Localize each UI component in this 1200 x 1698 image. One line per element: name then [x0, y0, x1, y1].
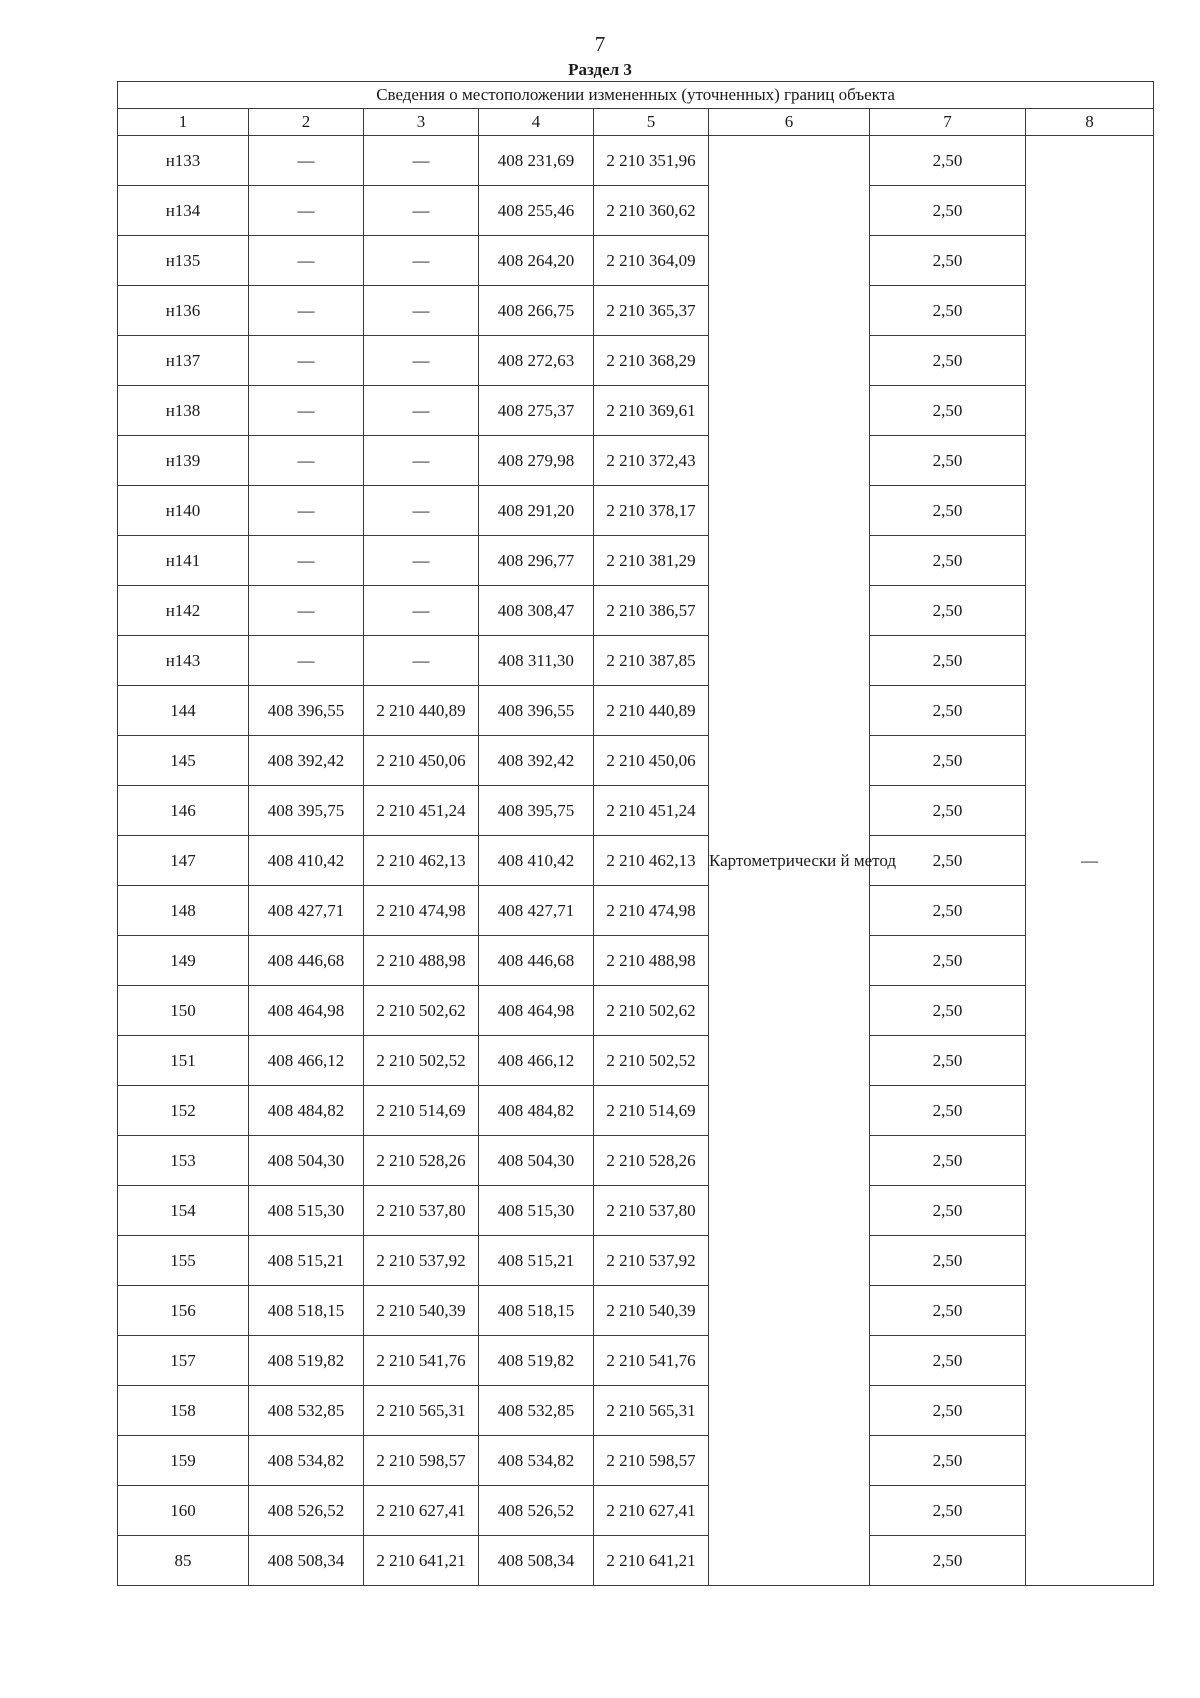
- existing-y-cell: 2 210 528,26: [364, 1136, 479, 1186]
- table-row: [118, 1536, 1154, 1586]
- existing-y-cell: —: [364, 286, 479, 336]
- new-x-cell: 408 279,98: [479, 436, 594, 486]
- table-row: [118, 136, 1154, 186]
- existing-x-cell: 408 534,82: [249, 1436, 364, 1486]
- new-y-cell: 2 210 627,41: [594, 1486, 709, 1536]
- new-y-cell: 2 210 462,13: [594, 836, 709, 886]
- new-y-cell: 2 210 450,06: [594, 736, 709, 786]
- column-number: 4: [479, 109, 594, 136]
- existing-x-cell: 408 464,98: [249, 986, 364, 1036]
- new-x-cell: 408 526,52: [479, 1486, 594, 1536]
- new-x-cell: 408 508,34: [479, 1536, 594, 1586]
- existing-y-cell: 2 210 598,57: [364, 1436, 479, 1486]
- accuracy-cell: 2,50: [870, 186, 1026, 236]
- column-number: 6: [709, 109, 870, 136]
- new-y-cell: 2 210 540,39: [594, 1286, 709, 1336]
- new-x-cell: 408 291,20: [479, 486, 594, 536]
- new-y-cell: 2 210 365,37: [594, 286, 709, 336]
- accuracy-cell: 2,50: [870, 1036, 1026, 1086]
- table-row: [118, 986, 1154, 1036]
- existing-y-cell: 2 210 540,39: [364, 1286, 479, 1336]
- existing-y-cell: —: [364, 136, 479, 186]
- new-x-cell: 408 266,75: [479, 286, 594, 336]
- existing-y-cell: —: [364, 186, 479, 236]
- point-id-cell: 159: [118, 1436, 249, 1486]
- table-row: [118, 1386, 1154, 1436]
- existing-x-cell: 408 410,42: [249, 836, 364, 886]
- new-x-cell: 408 410,42: [479, 836, 594, 886]
- new-y-cell: 2 210 641,21: [594, 1536, 709, 1586]
- new-y-cell: 2 210 474,98: [594, 886, 709, 936]
- existing-y-cell: 2 210 541,76: [364, 1336, 479, 1386]
- point-id-cell: 144: [118, 686, 249, 736]
- new-y-cell: 2 210 502,52: [594, 1036, 709, 1086]
- new-y-cell: 2 210 502,62: [594, 986, 709, 1036]
- column-number: 8: [1026, 109, 1154, 136]
- point-id-cell: н135: [118, 236, 249, 286]
- column-8-cell: —: [1026, 136, 1154, 1586]
- section-title: Раздел 3: [568, 60, 632, 79]
- column-number: 1: [118, 109, 249, 136]
- new-x-cell: 408 427,71: [479, 886, 594, 936]
- accuracy-cell: 2,50: [870, 886, 1026, 936]
- table-row: [118, 686, 1154, 736]
- accuracy-cell: 2,50: [870, 636, 1026, 686]
- existing-y-cell: 2 210 488,98: [364, 936, 479, 986]
- accuracy-cell: 2,50: [870, 1336, 1026, 1386]
- point-id-cell: 160: [118, 1486, 249, 1536]
- accuracy-cell: 2,50: [870, 1486, 1026, 1536]
- accuracy-cell: 2,50: [870, 1536, 1026, 1586]
- accuracy-cell: 2,50: [870, 336, 1026, 386]
- table-row: [118, 1436, 1154, 1486]
- point-id-cell: 146: [118, 786, 249, 836]
- existing-x-cell: 408 446,68: [249, 936, 364, 986]
- new-x-cell: 408 272,63: [479, 336, 594, 386]
- new-y-cell: 2 210 514,69: [594, 1086, 709, 1136]
- existing-y-cell: 2 210 462,13: [364, 836, 479, 886]
- new-y-cell: 2 210 386,57: [594, 586, 709, 636]
- existing-x-cell: —: [249, 536, 364, 586]
- new-x-cell: 408 296,77: [479, 536, 594, 586]
- new-x-cell: 408 392,42: [479, 736, 594, 786]
- table-row: [118, 336, 1154, 386]
- accuracy-cell: 2,50: [870, 536, 1026, 586]
- point-id-cell: н140: [118, 486, 249, 536]
- new-x-cell: 408 534,82: [479, 1436, 594, 1486]
- existing-y-cell: —: [364, 636, 479, 686]
- new-x-cell: 408 255,46: [479, 186, 594, 236]
- existing-y-cell: 2 210 502,62: [364, 986, 479, 1036]
- point-id-cell: н137: [118, 336, 249, 386]
- accuracy-cell: 2,50: [870, 386, 1026, 436]
- point-id-cell: 156: [118, 1286, 249, 1336]
- existing-y-cell: —: [364, 336, 479, 386]
- new-y-cell: 2 210 598,57: [594, 1436, 709, 1486]
- new-x-cell: 408 231,69: [479, 136, 594, 186]
- accuracy-cell: 2,50: [870, 436, 1026, 486]
- new-x-cell: 408 464,98: [479, 986, 594, 1036]
- accuracy-cell: 2,50: [870, 786, 1026, 836]
- column-number: 5: [594, 109, 709, 136]
- point-id-cell: н134: [118, 186, 249, 236]
- new-x-cell: 408 518,15: [479, 1286, 594, 1336]
- accuracy-cell: 2,50: [870, 286, 1026, 336]
- existing-x-cell: —: [249, 286, 364, 336]
- table-row: [118, 536, 1154, 586]
- point-id-cell: 152: [118, 1086, 249, 1136]
- existing-x-cell: 408 427,71: [249, 886, 364, 936]
- new-x-cell: 408 466,12: [479, 1036, 594, 1086]
- existing-y-cell: 2 210 537,92: [364, 1236, 479, 1286]
- new-x-cell: 408 308,47: [479, 586, 594, 636]
- accuracy-cell: 2,50: [870, 586, 1026, 636]
- accuracy-cell: 2,50: [870, 736, 1026, 786]
- existing-y-cell: 2 210 451,24: [364, 786, 479, 836]
- table-row: [118, 386, 1154, 436]
- page-number: 7: [594, 32, 606, 56]
- existing-x-cell: —: [249, 186, 364, 236]
- point-id-cell: 154: [118, 1186, 249, 1236]
- existing-x-cell: —: [249, 486, 364, 536]
- new-y-cell: 2 210 360,62: [594, 186, 709, 236]
- new-x-cell: 408 311,30: [479, 636, 594, 686]
- new-y-cell: 2 210 537,80: [594, 1186, 709, 1236]
- accuracy-cell: 2,50: [870, 986, 1026, 1036]
- table-row: [118, 1486, 1154, 1536]
- accuracy-cell: 2,50: [870, 1236, 1026, 1286]
- existing-x-cell: 408 519,82: [249, 1336, 364, 1386]
- point-id-cell: н141: [118, 536, 249, 586]
- column-number-row: [118, 109, 1154, 136]
- existing-y-cell: —: [364, 486, 479, 536]
- new-y-cell: 2 210 378,17: [594, 486, 709, 536]
- new-x-cell: 408 395,75: [479, 786, 594, 836]
- table-row: [118, 436, 1154, 486]
- point-id-cell: 148: [118, 886, 249, 936]
- accuracy-cell: 2,50: [870, 836, 1026, 886]
- existing-y-cell: —: [364, 236, 479, 286]
- point-id-cell: н143: [118, 636, 249, 686]
- new-y-cell: 2 210 488,98: [594, 936, 709, 986]
- table-row: [118, 1186, 1154, 1236]
- table-row: [118, 636, 1154, 686]
- new-y-cell: 2 210 369,61: [594, 386, 709, 436]
- table-row: [118, 1286, 1154, 1336]
- existing-x-cell: 408 515,30: [249, 1186, 364, 1236]
- new-y-cell: 2 210 537,92: [594, 1236, 709, 1286]
- existing-y-cell: 2 210 641,21: [364, 1536, 479, 1586]
- accuracy-cell: 2,50: [870, 136, 1026, 186]
- new-y-cell: 2 210 565,31: [594, 1386, 709, 1436]
- table-row: [118, 286, 1154, 336]
- accuracy-cell: 2,50: [870, 1436, 1026, 1486]
- existing-x-cell: 408 392,42: [249, 736, 364, 786]
- table-row: [118, 1036, 1154, 1086]
- existing-y-cell: 2 210 565,31: [364, 1386, 479, 1436]
- existing-x-cell: 408 504,30: [249, 1136, 364, 1186]
- table-row: [118, 1136, 1154, 1186]
- existing-y-cell: 2 210 440,89: [364, 686, 479, 736]
- new-x-cell: 408 532,85: [479, 1386, 594, 1436]
- table-row: [118, 1086, 1154, 1136]
- point-id-cell: 150: [118, 986, 249, 1036]
- existing-y-cell: 2 210 474,98: [364, 886, 479, 936]
- point-id-cell: н142: [118, 586, 249, 636]
- table-body: [118, 136, 1154, 1586]
- new-x-cell: 408 504,30: [479, 1136, 594, 1186]
- table-row: [118, 236, 1154, 286]
- new-x-cell: 408 446,68: [479, 936, 594, 986]
- existing-x-cell: 408 515,21: [249, 1236, 364, 1286]
- new-y-cell: 2 210 387,85: [594, 636, 709, 686]
- column-number: 7: [870, 109, 1026, 136]
- existing-x-cell: 408 396,55: [249, 686, 364, 736]
- point-id-cell: 147: [118, 836, 249, 886]
- accuracy-cell: 2,50: [870, 1136, 1026, 1186]
- table-row: [118, 186, 1154, 236]
- new-x-cell: 408 515,30: [479, 1186, 594, 1236]
- new-x-cell: 408 484,82: [479, 1086, 594, 1136]
- existing-x-cell: 408 466,12: [249, 1036, 364, 1086]
- new-y-cell: 2 210 541,76: [594, 1336, 709, 1386]
- existing-x-cell: —: [249, 386, 364, 436]
- table-row: [118, 1236, 1154, 1286]
- new-y-cell: 2 210 351,96: [594, 136, 709, 186]
- point-id-cell: 85: [118, 1536, 249, 1586]
- table-row: [118, 486, 1154, 536]
- existing-x-cell: —: [249, 336, 364, 386]
- accuracy-cell: 2,50: [870, 1286, 1026, 1336]
- existing-x-cell: —: [249, 436, 364, 486]
- existing-y-cell: —: [364, 586, 479, 636]
- boundary-coordinates-table: [117, 81, 1154, 1586]
- accuracy-cell: 2,50: [870, 686, 1026, 736]
- table-row: [118, 736, 1154, 786]
- existing-x-cell: —: [249, 136, 364, 186]
- existing-y-cell: 2 210 537,80: [364, 1186, 479, 1236]
- new-y-cell: 2 210 372,43: [594, 436, 709, 486]
- point-id-cell: 157: [118, 1336, 249, 1386]
- accuracy-cell: 2,50: [870, 936, 1026, 986]
- point-id-cell: н138: [118, 386, 249, 436]
- point-id-cell: н136: [118, 286, 249, 336]
- accuracy-cell: 2,50: [870, 486, 1026, 536]
- new-y-cell: 2 210 451,24: [594, 786, 709, 836]
- existing-x-cell: 408 508,34: [249, 1536, 364, 1586]
- point-id-cell: 149: [118, 936, 249, 986]
- new-x-cell: 408 264,20: [479, 236, 594, 286]
- column-number: 3: [364, 109, 479, 136]
- new-y-cell: 2 210 440,89: [594, 686, 709, 736]
- table-row: [118, 936, 1154, 986]
- point-id-cell: 153: [118, 1136, 249, 1186]
- existing-y-cell: 2 210 627,41: [364, 1486, 479, 1536]
- point-id-cell: н139: [118, 436, 249, 486]
- point-id-cell: 151: [118, 1036, 249, 1086]
- existing-y-cell: 2 210 502,52: [364, 1036, 479, 1086]
- existing-y-cell: —: [364, 436, 479, 486]
- new-y-cell: 2 210 368,29: [594, 336, 709, 386]
- existing-x-cell: 408 395,75: [249, 786, 364, 836]
- table-row: [118, 586, 1154, 636]
- accuracy-cell: 2,50: [870, 1086, 1026, 1136]
- existing-x-cell: —: [249, 236, 364, 286]
- new-y-cell: 2 210 528,26: [594, 1136, 709, 1186]
- existing-y-cell: 2 210 450,06: [364, 736, 479, 786]
- accuracy-cell: 2,50: [870, 1386, 1026, 1436]
- new-x-cell: 408 519,82: [479, 1336, 594, 1386]
- existing-y-cell: —: [364, 536, 479, 586]
- new-x-cell: 408 275,37: [479, 386, 594, 436]
- point-id-cell: н133: [118, 136, 249, 186]
- existing-y-cell: 2 210 514,69: [364, 1086, 479, 1136]
- new-x-cell: 408 515,21: [479, 1236, 594, 1286]
- table-row: [118, 836, 1154, 886]
- method-cell: Картометрически й метод: [709, 136, 870, 1586]
- existing-y-cell: —: [364, 386, 479, 436]
- new-y-cell: 2 210 364,09: [594, 236, 709, 286]
- existing-x-cell: 408 526,52: [249, 1486, 364, 1536]
- table-row: [118, 786, 1154, 836]
- table-row: [118, 886, 1154, 936]
- existing-x-cell: —: [249, 586, 364, 636]
- existing-x-cell: —: [249, 636, 364, 686]
- existing-x-cell: 408 518,15: [249, 1286, 364, 1336]
- new-y-cell: 2 210 381,29: [594, 536, 709, 586]
- point-id-cell: 158: [118, 1386, 249, 1436]
- new-x-cell: 408 396,55: [479, 686, 594, 736]
- table-row: [118, 1336, 1154, 1386]
- point-id-cell: 155: [118, 1236, 249, 1286]
- accuracy-cell: 2,50: [870, 236, 1026, 286]
- column-number: 2: [249, 109, 364, 136]
- existing-x-cell: 408 484,82: [249, 1086, 364, 1136]
- point-id-cell: 145: [118, 736, 249, 786]
- existing-x-cell: 408 532,85: [249, 1386, 364, 1436]
- accuracy-cell: 2,50: [870, 1186, 1026, 1236]
- table-caption: Сведения о местоположении измененных (уточненных) границ объекта: [118, 82, 1154, 109]
